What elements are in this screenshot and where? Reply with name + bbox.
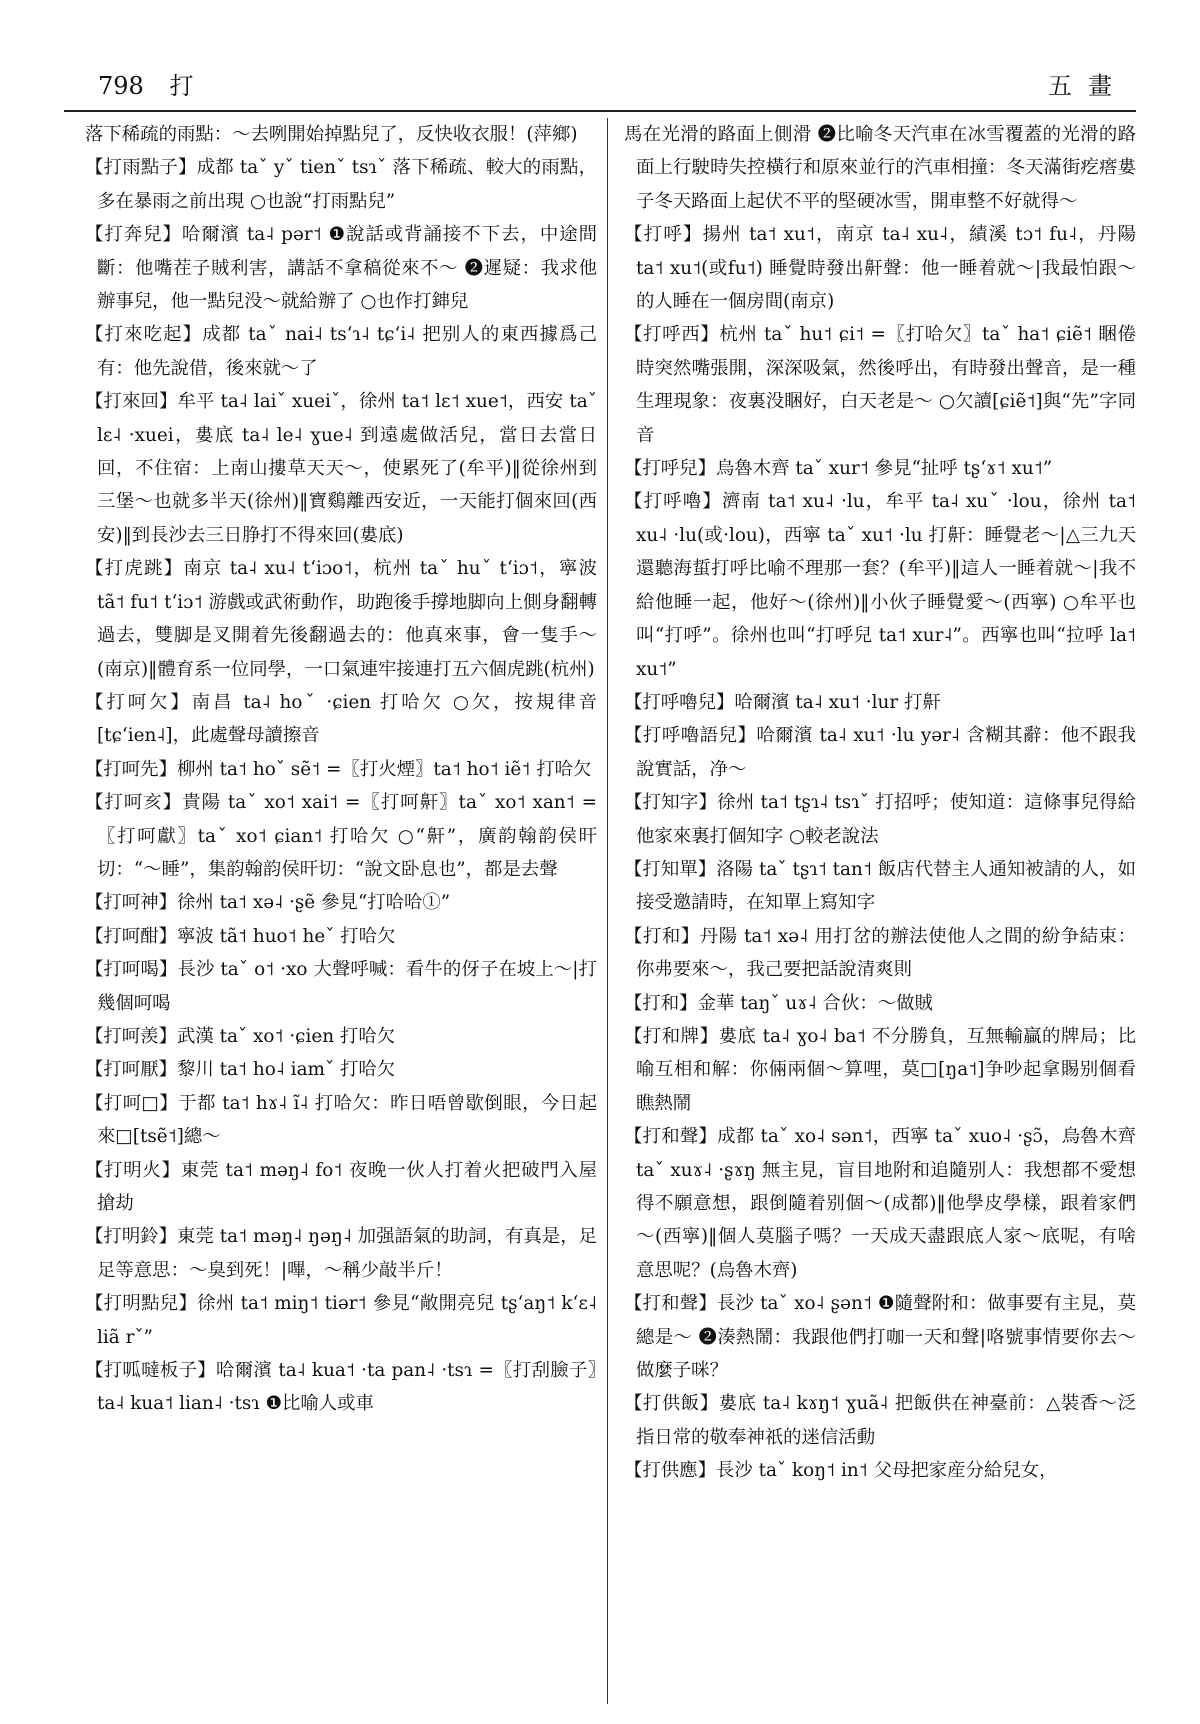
dictionary-entry: 【打呵神】徐州 ta˦ xə˨ ·ʂẽ 參見“打哈哈①”: [85, 892, 451, 914]
dictionary-entry: 【打呵羡】武漢 taˇ xo˦ ·ɕien 打哈欠: [85, 1025, 396, 1047]
dictionary-entry: 【打雨點子】成都 taˇ yˇ tienˇ tsɿˇ 落下稀疏、較大的雨點，多在暴雨之前出現 ○也說“打雨點兒”: [85, 157, 597, 212]
dictionary-entry: 【打和牌】婁底 ta˨ ɣo˨ ba˦ 不分勝負，互無輸贏的牌局；比喻互相和解：你倆兩個～算哩，莫□[ŋa˦]争吵起拿賜别個看瞧熱鬧: [624, 1025, 1136, 1114]
dictionary-entry: 【打虎跳】南京 ta˨ xu˨ tʻiɔo˦，杭州 taˇ huˇ tʻiɔ˦，寧波 tã˦ fu˦ tʻiɔ˦ 游戲或武術動作，助跑後手撐地脚向上側身翻轉過去，雙脚是叉開着先後翻過去的：他真來事，會一隻手～(南京)‖體育系一位同學，一口氣連牢接連打五六個虎跳(杭州): [85, 558, 597, 680]
dictionary-entry: 【打呵厭】黎川 ta˦ ho˨ iamˇ 打哈欠: [85, 1059, 396, 1081]
dictionary-body: [85, 118, 1140, 1704]
dictionary-entry: 馬在光滑的路面上側滑 ❷比喻冬天汽車在冰雪覆蓋的光滑的路面上行駛時失控橫行和原來並行的汽車相撞：冬天滿街疙瘩婁子冬天路面上起伏不平的堅硬冰雪，開車整不好就得～: [624, 124, 1136, 212]
dictionary-entry: 【打奔兒】哈爾濱 ta˨ pər˦ ❶說話或背誦接不下去，中途間斷：他嘴茬子賊利害，講話不拿稿從來不～ ❷遲疑：我求他辦事兒，他一點兒没～就給辦了 ○也作打鋛兒: [85, 224, 597, 313]
dictionary-entry: 【打供應】長沙 taˇ koŋ˦ in˦ 父母把家産分給兒女，: [624, 1460, 1058, 1482]
dictionary-entry: 【打來吃起】成都 taˇ nai˨ tsʻɿ˨ tɕʻi˨ 把别人的東西據爲己有：他先說借，後來就～了: [85, 324, 597, 379]
dictionary-entry: 【打明火】東莞 ta˦ məŋ˨ fo˦ 夜晚一伙人打着火把破門入屋搶劫: [85, 1159, 597, 1214]
dictionary-entry: 【打呱噠板子】哈爾濱 ta˨ kua˦ ·ta pan˨ ·tsɿ =〖打刮臉子〗ta˨ kua˦ lian˨ ·tsɿ ❶比喻人或車: [85, 1360, 597, 1415]
header-left: [98, 66, 193, 101]
dictionary-entry: 【打和聲】長沙 taˇ xo˨ ʂən˦ ❶隨聲附和：做事要有主見，莫總是～ ❷湊熱鬧：我跟他們打咖一天和聲|咯號事情要你去～做麼子咪？: [624, 1293, 1136, 1382]
dictionary-entry: 【打和】金華 taŋˇ uɤ˨ 合伙：～做賊: [624, 992, 933, 1014]
dictionary-entry: 【打呼西】杭州 taˇ hu˦ ɕi˦ =〖打哈欠〗taˇ ha˦ ɕiẽ˦ 睏倦時突然嘴張開，深深吸氣，然後呼出，有時發出聲音，是一種生理現象：夜裏没睏好，白天老是～ ○欠讀[ɕiẽ˦]與“先”字同音: [624, 324, 1136, 446]
section-title: 五畫: [1048, 72, 1128, 100]
dictionary-entry: 【打呼嚕語兒】哈爾濱 ta˨ xu˦ ·lu yər˨ 含糊其辭：他不跟我說實話，净～: [624, 725, 1136, 780]
left-column: [85, 118, 607, 1704]
dictionary-entry: 【打來回】牟平 ta˨ laiˇ xueiˇ，徐州 ta˦ lɛ˦ xue˦，西安 taˇ lɛ˨ ·xuei，婁底 ta˨ le˨ ɣue˨ 到遠處做活兒，當日去當日回，不住宿：上南山摟草天天～，使累死了(牟平)‖從徐州到三堡～也就多半天(徐州)‖寶鷄離西安近，一天能打個來回(西安)‖到長沙去三日㬹打不得來回(婁底): [85, 391, 597, 546]
dictionary-entry: 【打呵酣】寧波 tã˦ huo˦ heˇ 打哈欠: [85, 925, 396, 947]
dictionary-entry: 【打知單】洛陽 taˇ tʂɿ˦ tan˦ 飯店代替主人通知被請的人，如接受邀請時，在知單上寫知字: [624, 858, 1136, 914]
dictionary-entry: 【打呵欠】南昌 ta˨ hoˇ ·ɕien 打哈欠 ○欠，按規律音[tɕʻien˨]，此處聲母讀擦音: [85, 691, 597, 747]
dictionary-entry: 【打明鈴】東莞 ta˦ məŋ˨ ŋəŋ˨ 加强語氣的助詞，有真是，足足等意思：～臭到死！|嗶，～稱少敲半斤！: [85, 1226, 597, 1281]
dictionary-entry: 【打和】丹陽 ta˦ xə˨ 用打岔的辦法使他人之間的紛争結束：你弗要來～，我己要把話說清爽則: [624, 925, 1136, 981]
page-header: [64, 66, 1136, 112]
dictionary-entry: 【打知字】徐州 ta˦ tʂɿ˨ tsɿˇ 打招呼；使知道：這條事兒得給他家來裏打個知字 ○較老說法: [624, 792, 1136, 847]
right-column: [607, 118, 1136, 1704]
page-number: 798: [98, 72, 144, 100]
dictionary-entry: 【打明點兒】徐州 ta˦ miŋ˦ tiər˦ 參見“敞開亮兒 tʂʻaŋ˦ kʻɛ˨ liã rˇ”: [85, 1293, 597, 1348]
dictionary-entry: 【打供飯】婁底 ta˨ kɤŋ˦ ɣuã˨ 把飯供在神臺前：△裝香～泛指日常的敬奉神祇的迷信活動: [624, 1393, 1136, 1448]
dictionary-entry: 【打呵喝】長沙 taˇ o˦ ·xo 大聲呼喊：看牛的伢子在坡上～|打幾個呵喝: [85, 959, 597, 1014]
dictionary-entry: 【打呼嚕】濟南 ta˦ xu˨ ·lu，牟平 ta˨ xuˇ ·lou，徐州 ta˦ xu˨ ·lu(或·lou)，西寧 taˇ xu˦ ·lu 打鼾：睡覺老～|△三九天還聽海蜇打呼比喻不理那一套？(牟平)‖這人一睡着就～|我不給他睡一起，他好～(徐州)‖小伙子睡覺愛～(西寧) ○牟平也叫“打呼”。徐州也叫“打呼兒 ta˦ xur˨”。西寧也叫“拉呼 la˦ xu˦”: [624, 491, 1136, 680]
dictionary-entry: 【打呵□】于都 ta˦ hɤ˨ ĩ˨ 打哈欠：昨日唔曾歇倒眼，今日起來□[tsẽ˦]總～: [85, 1092, 597, 1148]
dictionary-entry: 【打呵先】柳州 ta˦ hoˇ sẽ˦ =〖打火煙〗ta˦ ho˦ iẽ˦ 打哈欠: [85, 758, 592, 780]
dictionary-entry: 【打和聲】成都 taˇ xo˨ sən˦，西寧 taˇ xuo˨ ·ʂɔ̃，烏魯木齊 taˇ xuɤ˨ ·ʂɤŋ 無主見，盲目地附和追隨别人：我想都不愛想得不願意想，跟倒隨着别個～(成都)‖他學皮學樣，跟着家們～(西寧)‖個人莫腦子嗎？一天成天盡跟底人家～底呢，有啥意思呢？(烏魯木齊): [624, 1126, 1136, 1281]
dictionary-entry: 落下稀疏的雨點：～去咧開始掉點兒了，反快收衣服！(萍鄉): [85, 124, 578, 145]
dictionary-entry: 【打呼兒】烏魯木齊 taˇ xur˦ 參見“扯呼 tʂʻɤ˦ xu˦”: [624, 458, 1053, 480]
dictionary-entry: 【打呵亥】貴陽 taˇ xo˦ xai˦ =〖打呵鼾〗taˇ xo˦ xan˦ =〖打呵獻〗taˇ xo˦ ɕian˦ 打哈欠 ○“鼾”，廣韵翰韵侯旰切：“～睡”，集韵翰韵侯旰切：“說文卧息也”，都是去聲: [85, 792, 597, 880]
dictionary-entry: 【打呼】揚州 ta˦ xu˦，南京 ta˨ xu˨，績溪 tɔ˦ fu˨，丹陽 ta˦ xu˦(或fu˦) 睡覺時發出鼾聲：他一睡着就～|我最怕跟～的人睡在一個房間(南京): [624, 224, 1136, 313]
dictionary-entry: 【打呼嚕兒】哈爾濱 ta˨ xu˦ ·lur 打鼾: [624, 691, 941, 713]
head-character: 打: [169, 72, 194, 100]
